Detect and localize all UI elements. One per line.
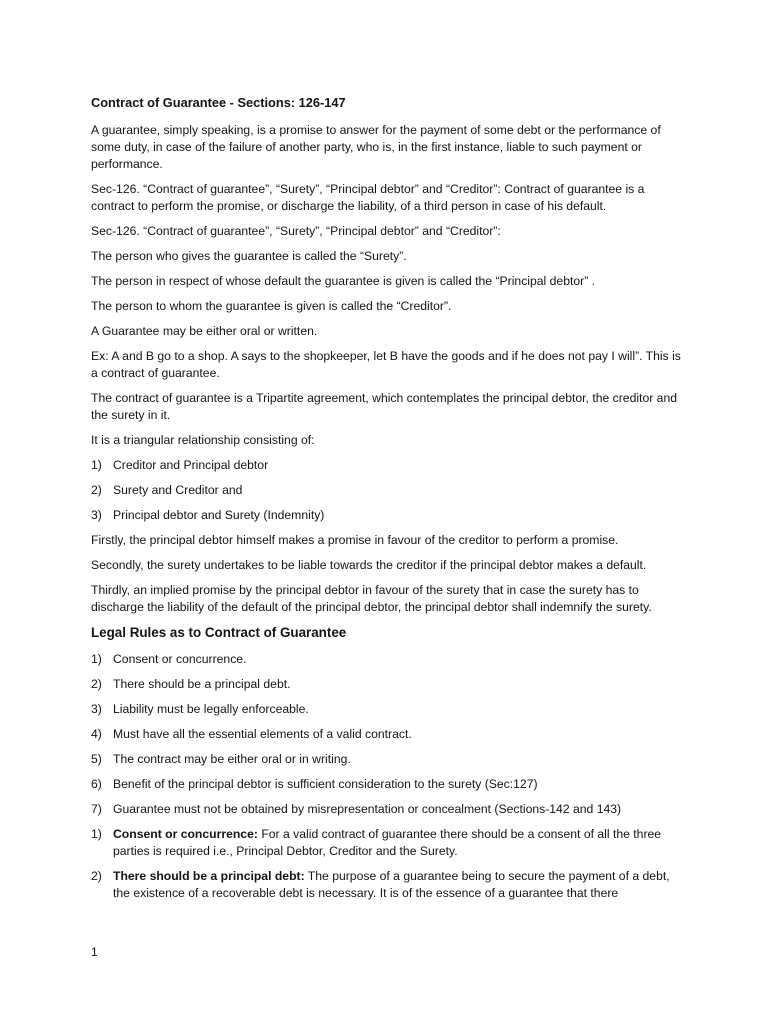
paragraph: A Guarantee may be either oral or written. xyxy=(91,324,318,338)
list-number: 2) xyxy=(91,483,102,497)
relationship-list xyxy=(91,457,681,524)
list-number: 3) xyxy=(91,508,102,522)
term-description: For a valid contract of guarantee there should be a consent of all the three parties is required i.e., Principal Debtor, Creditor and the Surety. xyxy=(113,827,662,858)
paragraph: A guarantee, simply speaking, is a promise to answer for the payment of some debt or the performance of some duty, in case of the failure of another party, who is, in the first instance, liable to such payment or performance. xyxy=(91,123,661,171)
list-text: Must have all the essential elements of a valid contract. xyxy=(113,727,412,741)
list-text xyxy=(113,868,681,902)
list-text: There should be a principal debt. xyxy=(113,677,291,691)
details-list xyxy=(91,826,681,902)
paragraph: The contract of guarantee is a Tripartite agreement, which contemplates the principal debtor, the creditor and the surety in it. xyxy=(91,391,678,422)
list-item xyxy=(91,801,681,818)
page-number: 1 xyxy=(91,945,98,959)
list-text: Surety and Creditor and xyxy=(113,483,243,497)
paragraph: The person to whom the guarantee is given is called the “Creditor”. xyxy=(91,299,452,313)
list-number: 1) xyxy=(91,827,102,841)
list-item xyxy=(91,701,681,718)
list-number: 6) xyxy=(91,777,102,791)
list-item xyxy=(91,751,681,768)
list-item xyxy=(91,776,681,793)
paragraph: Sec-126. “Contract of guarantee”, “Surety”, “Principal debtor” and “Creditor”: Contract of guarantee is a contract to perform the promise, or discharge the liability, of a third person in case of his default. xyxy=(91,182,645,213)
rules-list xyxy=(91,651,681,818)
term-label: There should be a principal debt: xyxy=(113,869,305,883)
term-description: The purpose of a guarantee being to secure the payment of a debt, the existence of a recoverable debt is necessary. It is of the essence of a guarantee that there xyxy=(113,869,670,900)
term-label: Consent or concurrence: xyxy=(113,827,258,841)
paragraph: Ex: A and B go to a shop. A says to the shopkeeper, let B have the goods and if he does not pay I will”. This is a contract of guarantee. xyxy=(91,349,681,380)
paragraph: Secondly, the surety undertakes to be liable towards the creditor if the principal debtor makes a default. xyxy=(91,558,647,572)
page-content xyxy=(91,94,681,910)
list-text: Principal debtor and Surety (Indemnity) xyxy=(113,508,325,522)
list-text: Liability must be legally enforceable. xyxy=(113,702,309,716)
list-text: Guarantee must not be obtained by misrepresentation or concealment (Sections-142 and 143) xyxy=(113,802,622,816)
list-item xyxy=(91,826,681,860)
list-text: Consent or concurrence. xyxy=(113,652,247,666)
list-number: 3) xyxy=(91,702,102,716)
list-text xyxy=(113,826,681,860)
page-title: Contract of Guarantee - Sections: 126-147 xyxy=(91,95,346,110)
list-item xyxy=(91,676,681,693)
list-number: 7) xyxy=(91,802,102,816)
list-item xyxy=(91,651,681,668)
paragraph: It is a triangular relationship consisting of: xyxy=(91,433,315,447)
paragraph: The person in respect of whose default the guarantee is given is called the “Principal debtor” . xyxy=(91,274,596,288)
list-item xyxy=(91,726,681,743)
list-text: Creditor and Principal debtor xyxy=(113,458,269,472)
list-item xyxy=(91,457,681,474)
list-text: Benefit of the principal debtor is sufficient consideration to the surety (Sec:127) xyxy=(113,777,538,791)
paragraph: Thirdly, an implied promise by the principal debtor in favour of the surety that in case the surety has to discharge the liability of the default of the principal debtor, the principal debtor shall indemnify the surety. xyxy=(91,583,652,614)
list-text: The contract may be either oral or in writing. xyxy=(113,752,351,766)
list-number: 2) xyxy=(91,869,102,883)
paragraph: Sec-126. “Contract of guarantee”, “Surety”, “Principal debtor” and “Creditor”: xyxy=(91,224,501,238)
list-number: 2) xyxy=(91,677,102,691)
list-number: 5) xyxy=(91,752,102,766)
list-item xyxy=(91,868,681,902)
list-item xyxy=(91,507,681,524)
section-heading: Legal Rules as to Contract of Guarantee xyxy=(91,625,347,640)
list-number: 1) xyxy=(91,652,102,666)
list-number: 1) xyxy=(91,458,102,472)
paragraph: The person who gives the guarantee is called the “Surety”. xyxy=(91,249,407,263)
paragraph: Firstly, the principal debtor himself makes a promise in favour of the creditor to perform a promise. xyxy=(91,533,619,547)
list-item xyxy=(91,482,681,499)
list-number: 4) xyxy=(91,727,102,741)
